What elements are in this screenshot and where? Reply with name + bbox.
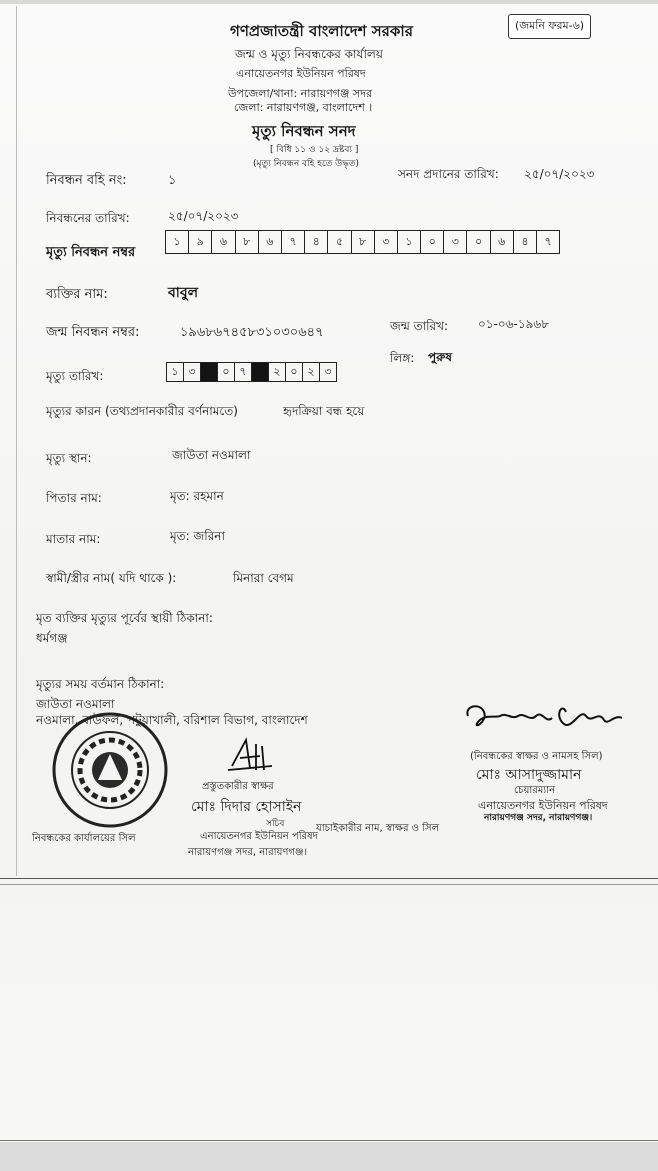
date-separator-cell: [201, 363, 218, 381]
preparer-label: প্রস্তুতকারীর স্বাক্ষর: [202, 781, 274, 792]
reg-no-digit: ৩: [375, 231, 398, 253]
top-edge: [0, 0, 658, 4]
form-number: (জমনি ফরম-৬): [508, 14, 591, 39]
mother-label: মাতার নাম:: [46, 532, 101, 546]
reg-no-digit: ৭: [282, 231, 305, 253]
reg-no-digit: ৬: [212, 231, 235, 253]
reg-no-digit: ৮: [236, 231, 259, 253]
reg-no-digit: ৩: [444, 231, 467, 253]
reg-no-digit: ৯: [189, 231, 212, 253]
verifier-label: যাচাইকারীর নাম, স্বাক্ষর ও সিল: [316, 823, 440, 834]
sex-label: লিঙ্গ:: [390, 351, 415, 365]
father-label: পিতার নাম:: [46, 491, 102, 505]
date-separator-cell: [252, 363, 269, 381]
upazila: উপজেলা/থানা: নারায়ণগঞ্জ সদর: [228, 87, 372, 100]
registrar-label: (নিবন্ধকের স্বাক্ষর ও নামসহ সিল): [470, 751, 603, 762]
reg-no-digit: ৬: [491, 231, 514, 253]
registrar-name: মোঃ আসাদুজ্জামান: [476, 767, 582, 783]
death-date-digit: ২: [269, 363, 286, 381]
reg-no-digit: ০: [467, 231, 490, 253]
reg-no-digit: ৪: [514, 231, 537, 253]
perm-addr: ধর্মগঞ্জ: [36, 631, 68, 645]
office-seal-place: নারায়ণগঞ্জ সদর, নারায়ণগঞ্জ।: [188, 847, 308, 858]
reg-date-label: নিবন্ধনের তারিখ:: [46, 211, 130, 225]
sex: পুরুষ: [428, 350, 452, 364]
page-edge: [0, 1140, 658, 1141]
reg-no-boxes: [165, 230, 560, 254]
book-no-label: নিবন্ধন বহি নং:: [46, 173, 127, 188]
reg-no-digit: ৭: [544, 235, 552, 248]
gov-heading: গণপ্রজাতন্ত্রী বাংলাদেশ সরকার: [230, 22, 413, 40]
issue-date: ২৫/০৭/২০২৩: [524, 167, 595, 181]
death-date-digit: ০: [218, 363, 235, 381]
spouse-label: স্বামী/স্ত্রীর নাম( যদি থাকে ):: [46, 571, 177, 585]
reg-no-digit: ৪: [305, 231, 328, 253]
death-date-digit: ৭: [235, 363, 252, 381]
reg-no-digit: ০: [421, 231, 444, 253]
cause-label: মৃত্যুর কারন (তথ্যপ্রদানকারীর বর্ণনামতে): [46, 404, 238, 418]
preparer-name: মোঃ দিদার হোসাইন: [191, 799, 302, 815]
left-border: [16, 6, 17, 876]
preparer-title: সচিব: [266, 819, 285, 829]
bottom-rule-shadow: [0, 884, 658, 885]
curr-addr-line1: জাউতা নওমালা: [36, 697, 115, 711]
cause: হৃদক্রিয়া বন্ধ হয়ে: [283, 404, 365, 418]
reg-no-digit: ৮: [352, 231, 375, 253]
preparer-signature-mark: [226, 736, 276, 774]
father: মৃত: রহমান: [170, 489, 224, 503]
death-date-label: মৃত্যু তারিখ:: [46, 369, 104, 383]
reg-no-digit: ৬: [259, 231, 282, 253]
office-name: জন্ম ও মৃত্যু নিবন্ধকের কার্যালয়: [235, 47, 383, 61]
union-name: এনায়েতনগর ইউনিয়ন পরিষদ: [236, 67, 366, 80]
birth-reg-label: জন্ম নিবন্ধন নম্বর:: [46, 325, 140, 340]
bottom-rule: [0, 878, 658, 879]
page-edge-shadow: [0, 1142, 658, 1171]
registrar-union: এনায়েতনগর ইউনিয়ন পরিষদ: [478, 799, 608, 812]
union-seal-icon: [50, 710, 170, 830]
death-date-digit: ০: [286, 363, 303, 381]
curr-addr-label: মৃত্যুর সময় বর্তমান ঠিকানা:: [36, 677, 165, 691]
death-date-boxes: [166, 362, 337, 382]
death-date-digit: ১: [167, 363, 184, 381]
spouse: মিনারা বেগম: [233, 571, 294, 585]
reg-no-digit: ১: [398, 231, 421, 253]
district: জেলা: নারায়ণগঞ্জ, বাংলাদেশ ।: [234, 101, 373, 114]
reg-no-digit: ১: [166, 231, 189, 253]
book-no: ১: [168, 173, 177, 188]
office-seal-label: নিবন্ধকের কার্যালয়ের সিল: [32, 833, 136, 844]
perm-addr-label: মৃত ব্যক্তির মৃত্যুর পূর্বের স্থায়ী ঠিকানা:: [36, 611, 213, 625]
person-name: বাবুল: [168, 285, 199, 301]
name-label: ব্যক্তির নাম:: [46, 287, 108, 302]
place-label: মৃত্যু স্থান:: [46, 451, 92, 465]
reg-no-digit: ৫: [328, 231, 351, 253]
office-seal-text: এনায়েতনগর ইউনিয়ন পরিষদ: [200, 831, 318, 842]
registrar-signature-mark: [462, 698, 630, 738]
dob-label: জন্ম তারিখ:: [390, 319, 449, 333]
reg-no-label: মৃত্যু নিবন্ধন নম্বর: [46, 245, 136, 260]
place: জাউতা নওমালা: [172, 448, 251, 462]
source-note: (মৃত্যু নিবন্ধন বহি হতে উদ্ধৃত): [253, 159, 360, 169]
certificate-title: মৃত্যু নিবন্ধন সনদ: [252, 122, 356, 140]
rule-ref: [ বিধি ১১ ও ১২ দ্রষ্টব্য ]: [270, 145, 359, 155]
death-date-digit: ৩: [184, 363, 201, 381]
death-date-digit: ২: [303, 363, 320, 381]
issue-date-label: সনদ প্রদানের তারিখ:: [398, 167, 499, 181]
death-date-digit: ৩: [324, 365, 332, 378]
dob: ০১-০৬-১৯৬৮: [478, 317, 550, 331]
registrar-place: নারায়ণগঞ্জ সদর, নারায়ণগঞ্জ।: [484, 813, 593, 823]
mother: মৃত: জরিনা: [170, 529, 225, 543]
reg-date: ২৫/০৭/২০২৩: [168, 209, 239, 223]
curr-addr-line2: নওমালা, বাউফল, পটুয়াখালী, বরিশাল বিভাগ, বাংলাদেশ: [36, 713, 308, 727]
registrar-title: চেয়ারম্যান: [514, 785, 556, 796]
birth-reg-no: ১৯৬৮৬৭৪৫৮৩১০৩০৬৪৭: [180, 325, 324, 340]
